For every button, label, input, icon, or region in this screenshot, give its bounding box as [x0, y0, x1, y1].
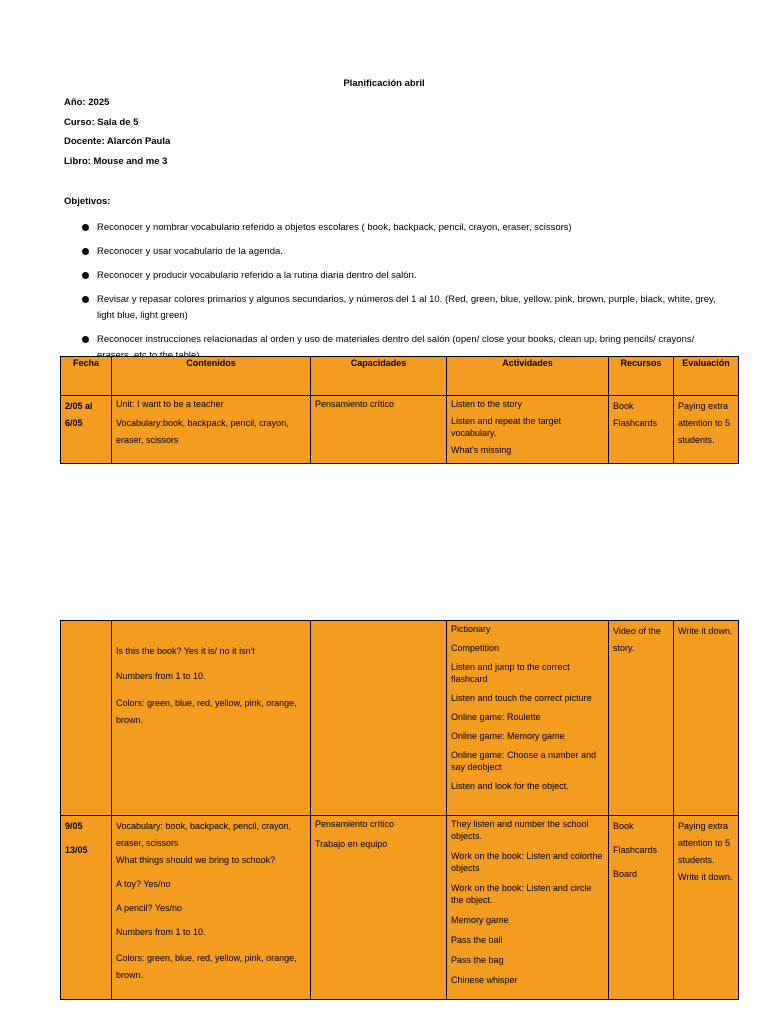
- cell-actividades: [447, 396, 609, 464]
- cell-evaluacion: [674, 621, 739, 816]
- content-text: Is this the book? Yes it is/ no it isn't: [116, 646, 255, 656]
- header-evaluacion: Evaluación: [674, 357, 739, 396]
- activity-text: Memory game: [451, 915, 509, 925]
- activity-text: What's missing: [451, 445, 512, 455]
- activity-text: Competition: [451, 643, 500, 653]
- cell-contenidos: [112, 396, 311, 464]
- fecha-text: 13/05: [65, 845, 88, 855]
- header-capacidades: Capacidades: [311, 357, 447, 396]
- cell-evaluacion: [674, 816, 739, 1000]
- activity-text: Listen and touch the correct picture: [451, 693, 592, 703]
- resource-text: Board: [613, 869, 638, 879]
- activity-text: Listen and repeat the target vocabulary.: [451, 416, 562, 438]
- cell-actividades: [447, 621, 609, 816]
- cell-contenidos: [112, 816, 311, 1000]
- activity-text: Listen and look for the object.: [451, 781, 569, 791]
- table-row: [61, 621, 739, 816]
- evaluation-text: Paying extra attention to 5 students. Write it down.: [678, 821, 733, 882]
- activity-text: Listen and jump to the correct flashcard: [451, 662, 570, 684]
- activity-text: Chinese whisper: [451, 975, 518, 985]
- capacity-text: Pensamiento crítico: [315, 819, 395, 829]
- objectives-heading: Objetivos:: [64, 196, 111, 207]
- cell-fecha: [61, 816, 112, 1000]
- content-text: A pencil? Yes/no: [116, 903, 183, 913]
- header-contenidos: Contenidos: [112, 357, 311, 396]
- content-text: Numbers from 1 to 10.: [116, 927, 206, 937]
- content-text: Vocabulary:book, backpack, pencil, crayon, eraser, scissors: [116, 418, 289, 445]
- cell-capacidades: [311, 816, 447, 1000]
- objective-item: Revisar y repasar colores primarios y algunos secundarios, y números del 1 al 10. (Red, green, blue, yellow, pink, brown, purple, black, white, grey, light blue, light green): [82, 292, 722, 324]
- resource-text: Flashcards: [613, 845, 658, 855]
- capacity-text: Trabajo en equipo: [315, 839, 388, 849]
- fecha-text: 2/05 al: [65, 401, 93, 411]
- cell-actividades: [447, 816, 609, 1000]
- fecha-text: 9/05: [65, 821, 83, 831]
- cell-contenidos: [112, 621, 311, 816]
- cell-recursos: [609, 396, 674, 464]
- book-line: Libro: Mouse and me 3: [64, 156, 168, 167]
- activity-text: Work on the book: Listen and colorthe objects: [451, 851, 603, 873]
- cell-capacidades: [311, 621, 447, 816]
- activity-text: Pass the ball: [451, 935, 503, 945]
- cell-recursos: [609, 816, 674, 1000]
- activity-text: Listen to the story: [451, 399, 523, 409]
- cell-fecha: [61, 621, 112, 816]
- content-text: Colors: green, blue, red, yellow, pink, orange, brown.: [116, 953, 297, 980]
- header-recursos: Recursos: [609, 357, 674, 396]
- evaluation-text: Write it down.: [678, 626, 733, 636]
- cell-recursos: [609, 621, 674, 816]
- activity-text: Work on the book: Listen and circle the object.: [451, 883, 592, 905]
- resource-text: Flashcards: [613, 418, 658, 428]
- activity-text: They listen and number the school objects.: [451, 819, 589, 841]
- activity-text: Pass the bag: [451, 955, 504, 965]
- activity-text: Pictionary: [451, 624, 491, 634]
- resource-text: Book: [613, 401, 634, 411]
- objective-item: Reconocer y producir vocabulario referido a la rutina diaria dentro del salón.: [82, 268, 722, 284]
- planning-table-part-1: [60, 356, 739, 464]
- content-text: What things should we bring to schook?: [116, 855, 276, 865]
- teacher-line: Docente: Alarcón Paula: [64, 136, 171, 147]
- activity-text: Online game: Choose a number and say deobject: [451, 750, 597, 772]
- content-text: Numbers from 1 to 10.: [116, 671, 206, 681]
- planning-table-part-2: [60, 620, 739, 1000]
- cell-evaluacion: [674, 396, 739, 464]
- cell-capacidades: [311, 396, 447, 464]
- evaluation-text: Paying extra attention to 5 students.: [678, 401, 731, 445]
- content-text: A toy? Yes/no: [116, 879, 171, 889]
- header-fecha: Fecha: [61, 357, 112, 396]
- content-text: Unit: I want to be a teacher: [116, 399, 224, 409]
- content-text: Colors: green, blue, red, yellow, pink, orange, brown.: [116, 698, 297, 725]
- table-row: [61, 816, 739, 1000]
- objective-item: Reconocer instrucciones relacionadas al orden y uso de materiales dentro del salón (open/ close your books, clean up, bring pencils/ crayons/: [82, 332, 722, 364]
- table-header-row: [61, 357, 739, 396]
- objectives-list: [82, 220, 722, 372]
- activity-text: Online game: Memory game: [451, 731, 565, 741]
- year-line: Año: 2025: [64, 97, 110, 108]
- capacity-text: Pensamiento crítico: [315, 399, 395, 409]
- content-text: Vocabulary: book, backpack, pencil, crayon, eraser, scissors: [116, 821, 292, 848]
- document-title: Planificación abril: [343, 78, 425, 89]
- objective-item: Reconocer y usar vocabulario de la agenda.: [82, 244, 722, 260]
- table-row: [61, 396, 739, 464]
- fecha-text: 6/05: [65, 418, 83, 428]
- cell-fecha: [61, 396, 112, 464]
- course-line: Curso: Sala de 5: [64, 117, 139, 128]
- header-actividades: Actividades: [447, 357, 609, 396]
- activity-text: Online game: Roulette: [451, 712, 541, 722]
- resource-text: Book: [613, 821, 634, 831]
- resource-text: Video of the story.: [613, 626, 661, 653]
- objective-item: Reconocer y nombrar vocabulario referido a objetos escolares ( book, backpack, pencil, crayon, eraser, scissors): [82, 220, 722, 236]
